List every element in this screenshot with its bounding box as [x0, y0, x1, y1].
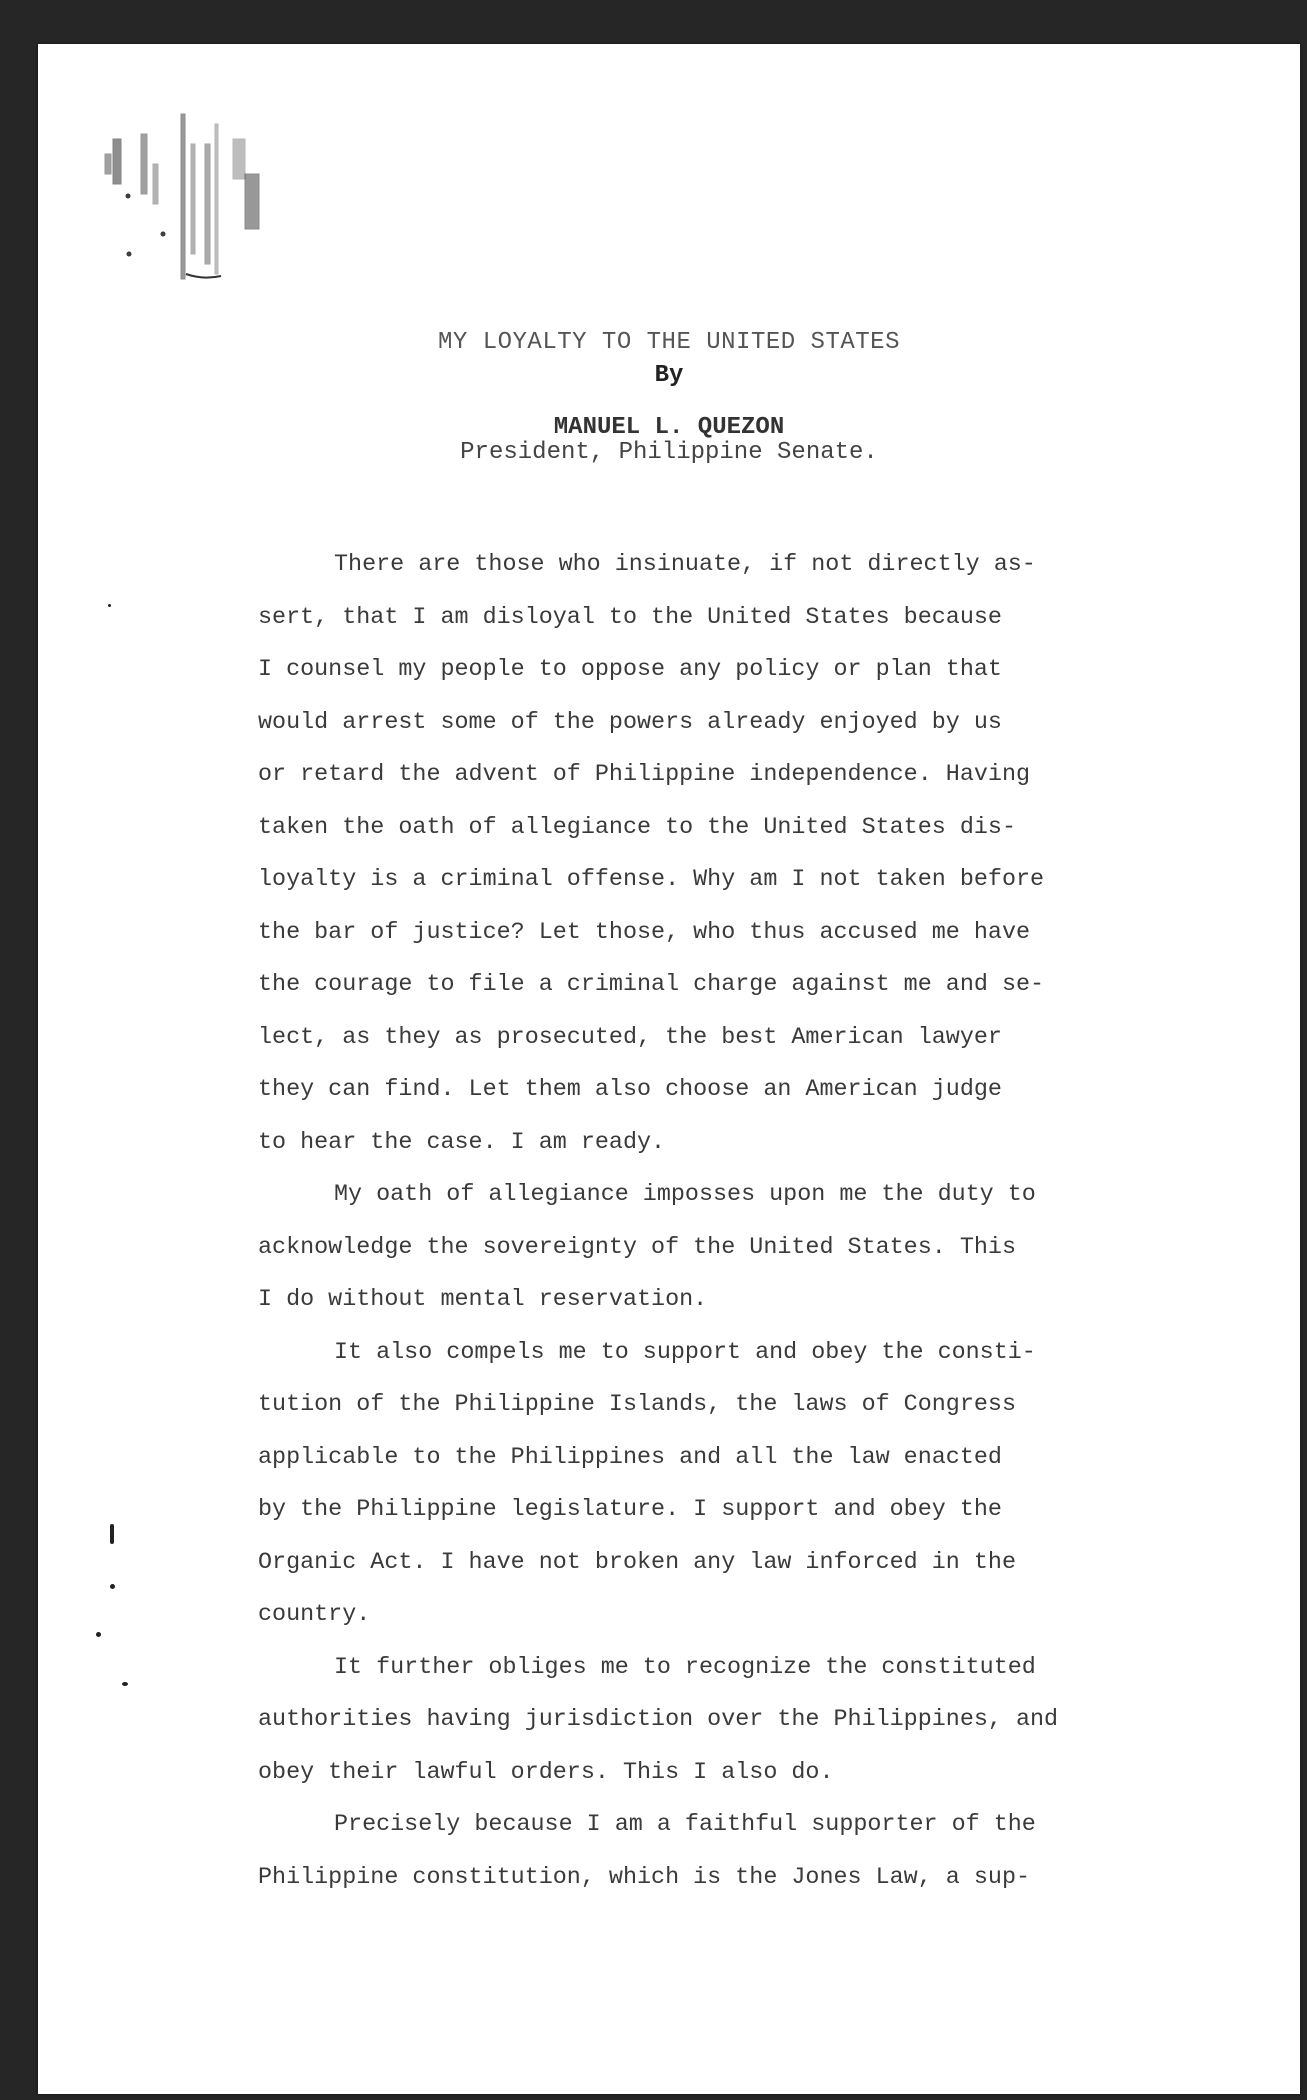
body-line: acknowledge the sovereignty of the United States. This — [258, 1234, 1016, 1261]
body-line: My oath of allegiance imposses upon me the duty to — [334, 1182, 1036, 1208]
body-line: obey their lawful orders. This I also do. — [258, 1759, 834, 1786]
document-page — [38, 44, 1300, 2094]
body-line: loyalty is a criminal offense. Why am I not taken before — [258, 867, 1045, 893]
document-body — [258, 539, 1158, 1904]
body-line: the bar of justice? Let those, who thus accused me have — [258, 919, 1031, 946]
body-line: country. — [258, 1602, 371, 1628]
scan-mark — [108, 604, 111, 607]
body-line: Organic Act. I have not broken any law inforced in the — [258, 1549, 1016, 1576]
body-line: lect, as they as prosecuted, the best American lawyer — [258, 1024, 1002, 1051]
body-line: or retard the advent of Philippine independence. Having — [258, 762, 1031, 788]
body-line: I do without mental reservation. — [258, 1287, 708, 1313]
body-line: by the Philippine legislature. I support and obey the — [258, 1497, 1002, 1523]
body-line: would arrest some of the powers already enjoyed by us — [258, 709, 1002, 736]
body-line: I counsel my people to oppose any policy or plan that — [258, 657, 1002, 683]
body-line: taken the oath of allegiance to the United States dis- — [258, 814, 1016, 841]
body-line: There are those who insinuate, if not directly as- — [334, 552, 1036, 578]
scan-mark — [122, 1682, 128, 1686]
body-line: sert, that I am disloyal to the United States because — [258, 604, 1002, 631]
body-line: Philippine constitution, which is the Jones Law, a sup- — [258, 1864, 1031, 1891]
scan-mark — [96, 1632, 101, 1637]
body-line: the courage to file a criminal charge against me and se- — [258, 972, 1045, 998]
body-line: they can find. Let them also choose an American judge — [258, 1077, 1002, 1103]
author-name: MANUEL L. QUEZON — [553, 414, 785, 441]
scan-mark — [110, 1584, 115, 1589]
archive-stamp-icon — [93, 84, 268, 294]
scan-mark — [110, 1524, 114, 1544]
body-line: It further obliges me to recognize the constituted — [334, 1654, 1036, 1681]
body-line: Precisely because I am a faithful supporter of the — [334, 1812, 1036, 1838]
byline-label: By — [654, 362, 684, 389]
body-line: authorities having jurisdiction over the Philippines, and — [258, 1707, 1059, 1733]
document-title: MY LOYALTY TO THE UNITED STATES — [438, 329, 900, 356]
body-line: to hear the case. I am ready. — [258, 1129, 666, 1156]
body-line: tution of the Philippine Islands, the laws of Congress — [258, 1392, 1016, 1418]
body-line: applicable to the Philippines and all the law enacted — [258, 1444, 1002, 1471]
body-line: It also compels me to support and obey the consti- — [334, 1339, 1036, 1366]
author-position: President, Philippine Senate. — [460, 439, 878, 466]
